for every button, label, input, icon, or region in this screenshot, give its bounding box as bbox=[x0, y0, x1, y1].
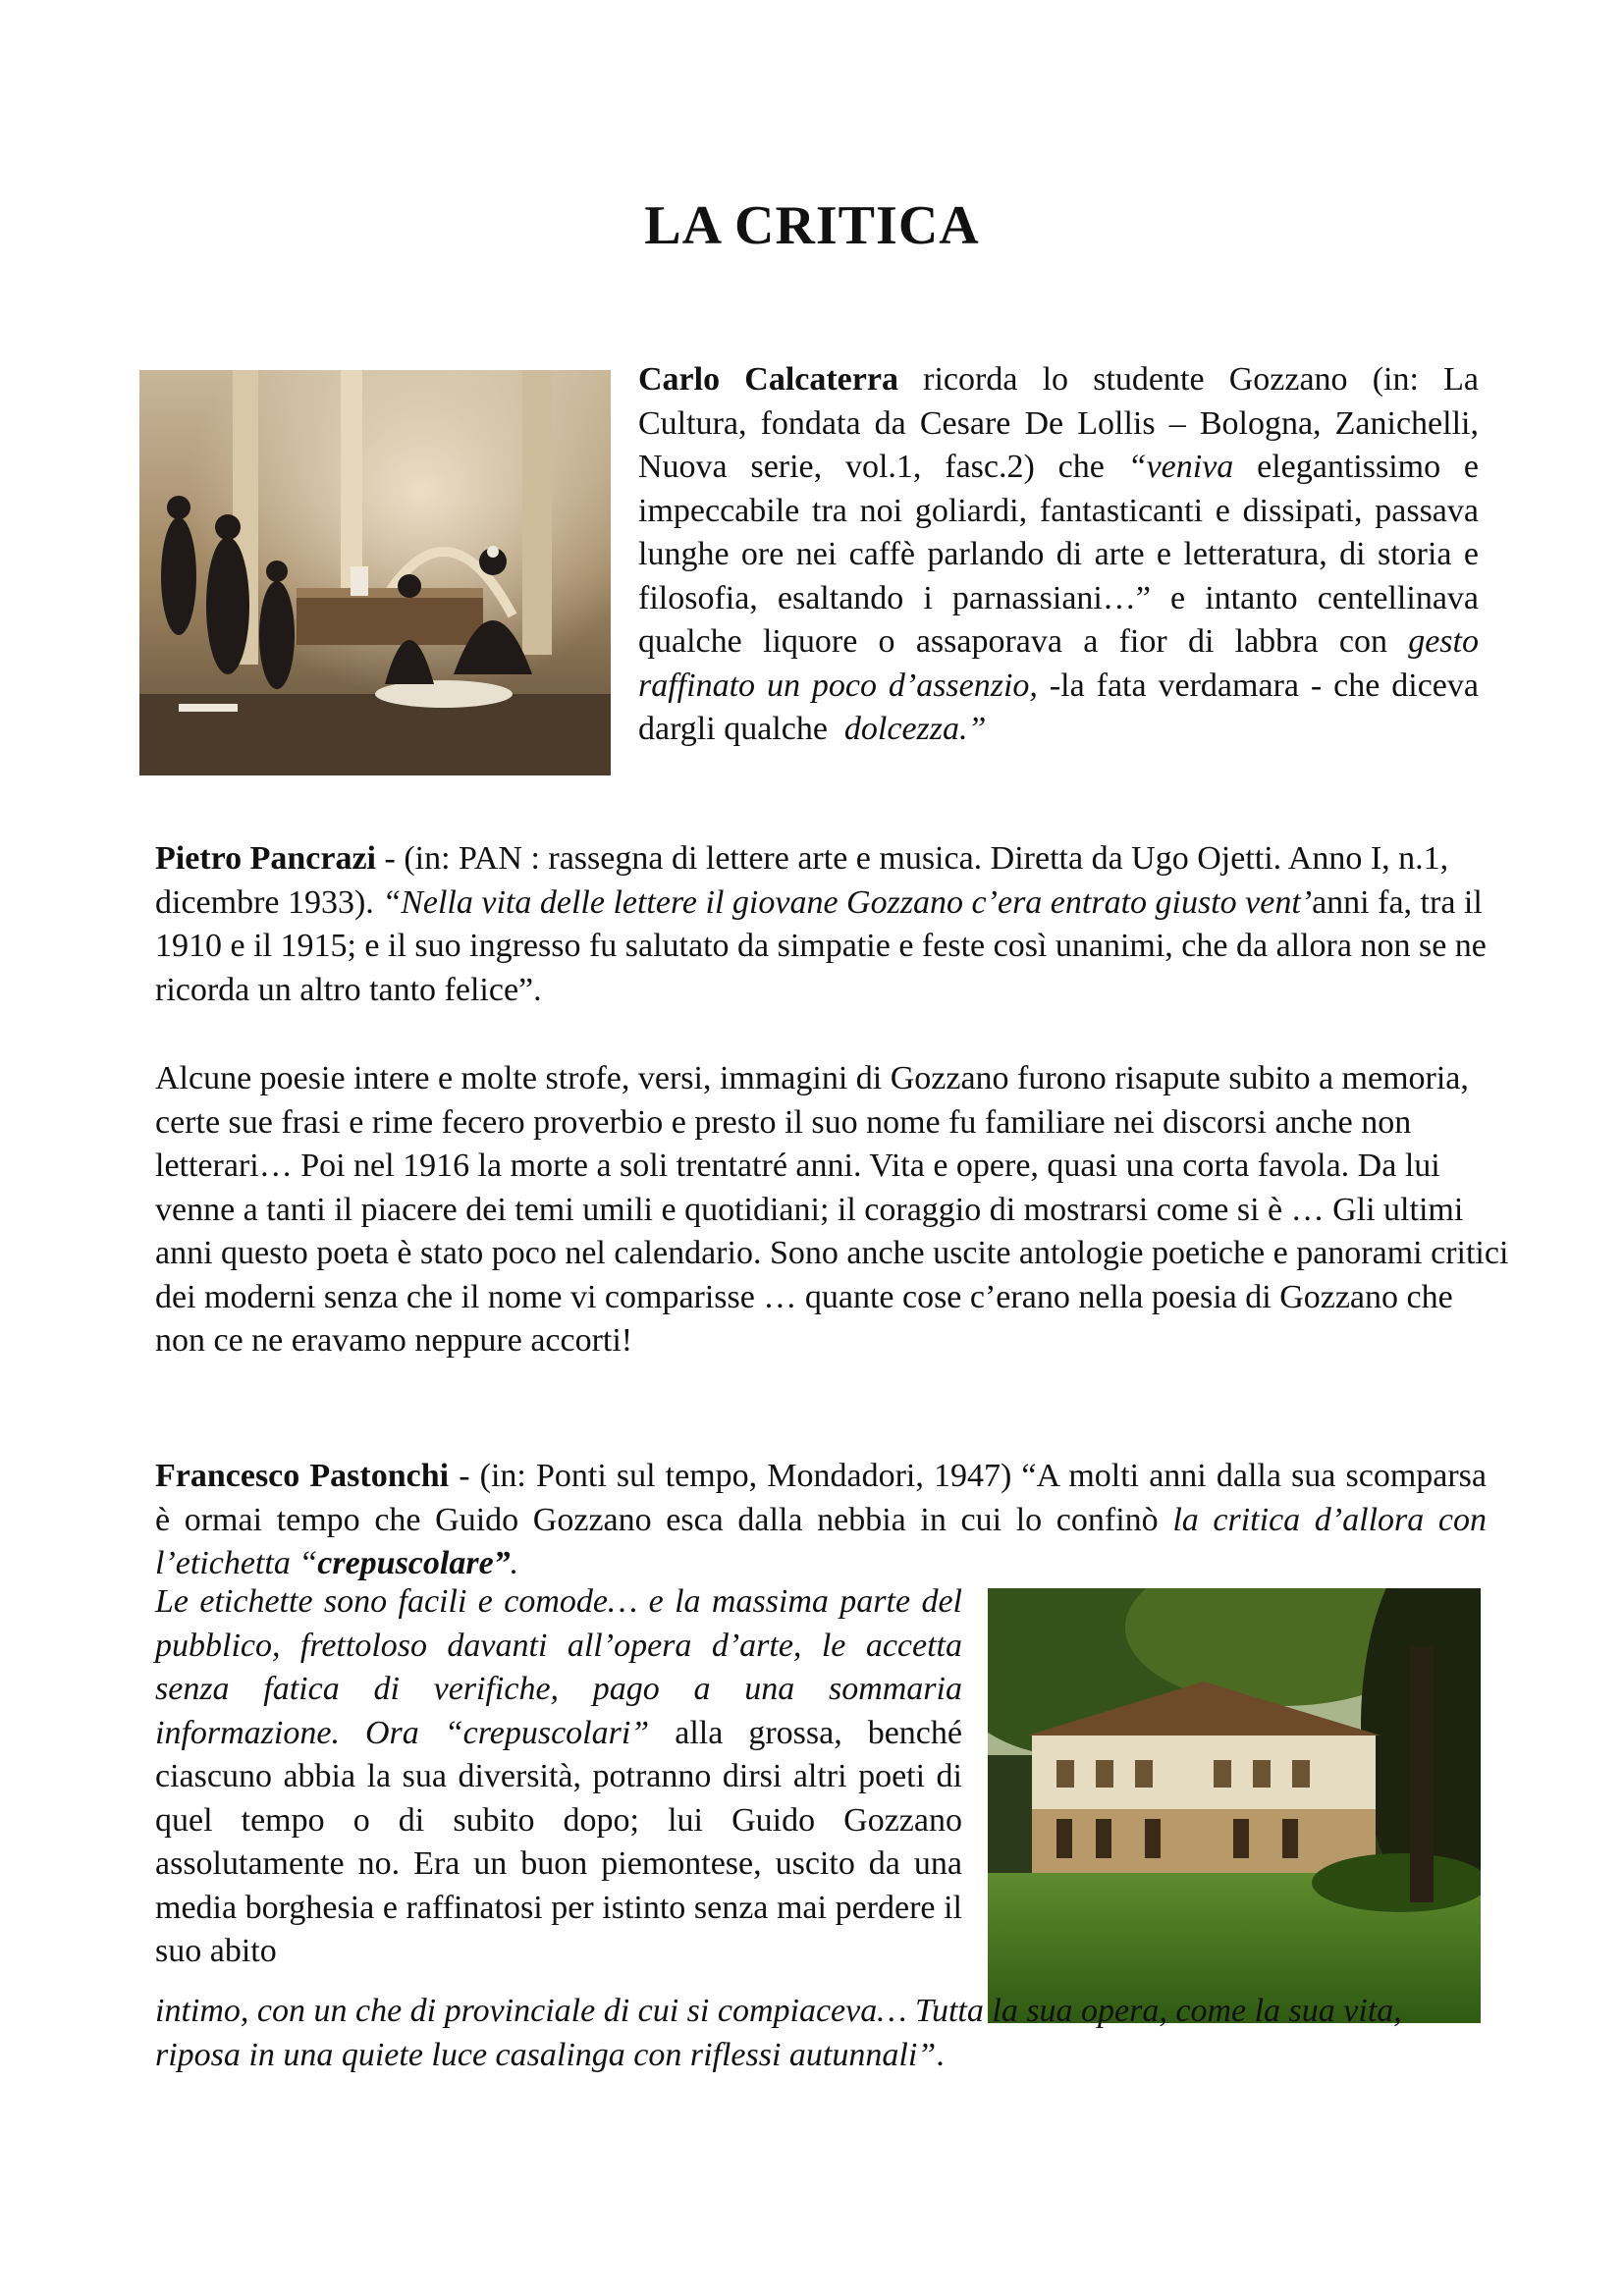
calcaterra-intro: ricorda lo studente Gozzano (in: La Cultura, fondata da Cesare De Lollis – Bologna, Zanichelli, Nuova serie, vol.1, fasc.2) che bbox=[638, 361, 1479, 485]
pancrazi-intro: - (in: PAN : rassegna di lettere arte e musica. Diretta da Ugo Ojetti. Anno I, n.1, dicembre 1933). bbox=[155, 840, 1449, 921]
pastonchi-end-paragraph bbox=[155, 1990, 1487, 2077]
calcaterra-paragraph bbox=[638, 358, 1479, 752]
calcaterra-quote-4: -la fata verdamara - che diceva dargli qualche bbox=[638, 667, 1479, 747]
pastonchi-end-italic: intimo, con un che di provinciale di cui si compiaceva… Tutta la sua opera, come la sua vita, riposa in una quiete luce casalinga con riflessi autunnali” bbox=[155, 1993, 1402, 2073]
pastonchi-column-italic: Le etichette sono facili e comode… e la massima parte del pubblico, frettoloso davanti all’opera d’arte, le accetta senza fatica di verifiche, pago a una sommaria informazione. Ora “crepuscolari” bbox=[155, 1583, 962, 1751]
page-title: LA CRITICA bbox=[644, 195, 980, 256]
pancrazi-quote-rest: anni fa, tra il 1910 e il 1915; e il suo ingresso fu salutato da simpatie e feste così unanimi, che da allora non se ne ricorda un altro tanto felice”. bbox=[155, 883, 1487, 1008]
calcaterra-quote-2: elegantissimo e impeccabile tra noi goliardi, fantasticanti e dissipati, passava lunghe ore nei caffè parlando di arte e letteratura, di storia e filosofia, esaltando i parnassiani…” e intanto centellinava qualche liquore o assaporava a fior di labbra con bbox=[638, 449, 1480, 660]
pastonchi-italic-2: . bbox=[510, 1545, 519, 1581]
calcaterra-quote-italic-3: gesto raffinato un poco d’assenzio, bbox=[638, 623, 1479, 704]
calcaterra-name: Carlo Calcaterra bbox=[638, 361, 898, 398]
pastonchi-end-dot: . bbox=[936, 2036, 945, 2073]
pastonchi-column-rest: alla grossa, benché ciascuno abbia la sua diversità, potranno dirsi altri poeti di quel tempo o di subito dopo; lui Guido Gozzano assolutamente no. Era un buon piemontese, uscito da una media borghesia e raffinatosi per istinto senza mai perdere il suo abito bbox=[155, 1714, 962, 1969]
pancrazi-paragraph bbox=[155, 837, 1510, 1012]
pastonchi-name: Francesco Pastonchi bbox=[155, 1458, 450, 1494]
calcaterra-quote-italic-1: “veniva bbox=[1127, 449, 1234, 485]
pancrazi-name: Pietro Pancrazi bbox=[155, 840, 377, 877]
pastonchi-intro: - (in: Ponti sul tempo, Mondadori, 1947) “A molti anni dalla sua scomparsa è ormai tempo che Guido Gozzano esca dalla nebbia in cui lo confinò bbox=[155, 1458, 1488, 1538]
pancrazi-quote-italic: “Nella vita delle lettere il giovane Gozzano c’era entrato giusto vent’ bbox=[382, 883, 1313, 921]
pastonchi-intro-paragraph bbox=[155, 1455, 1487, 1586]
pastonchi-bold-italic: crepuscolare” bbox=[317, 1545, 511, 1581]
pastonchi-column-paragraph bbox=[155, 1580, 962, 1974]
calcaterra-quote-italic-5: dolcezza.” bbox=[843, 711, 987, 747]
pastonchi-italic-1: la critica d’allora con l’etichetta “ bbox=[155, 1501, 1487, 1581]
alcune-paragraph: Alcune poesie intere e molte strofe, versi, immagini di Gozzano furono risapute subito a memoria, certe sue frasi e rime fecero proverbio e presto il suo nome fu familiare nei discorsi anche non letterari… Poi nel 1916 la morte a soli trentatré anni. Vita e opere, quasi una corta favola. Da lui venne a tanti il piacere dei temi umili e quotidiani; il coraggio di mostrarsi come si è … Gli ultimi anni questo poeta è stato poco nel calendario. Sono anche uscite antologie poetiche e panorami critici dei moderni senza che il nome vi comparisse … quante cose c’erano nella poesia di Gozzano che non ce ne eravamo neppure accorti! bbox=[155, 1060, 1509, 1359]
villa-photo-image bbox=[988, 1588, 1481, 2023]
cafe-painting-image bbox=[139, 370, 611, 775]
